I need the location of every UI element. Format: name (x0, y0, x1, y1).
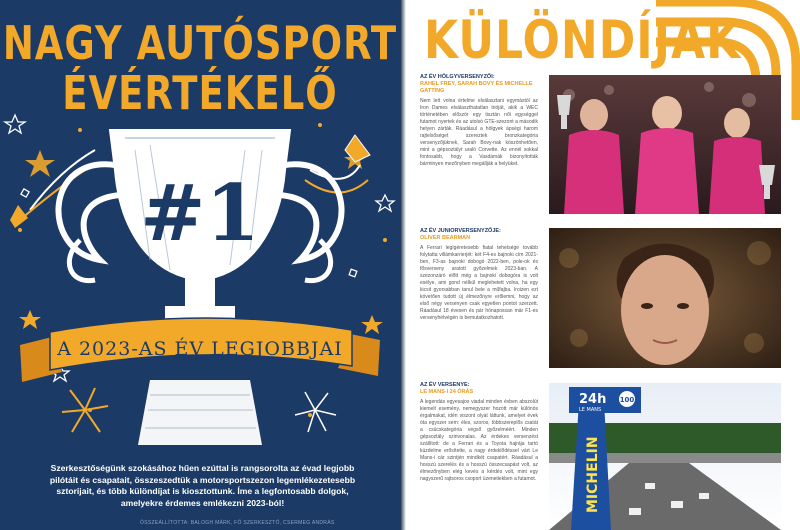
section-title: KÜLÖNDÍJAK (424, 10, 742, 72)
michelin-banner: MICHELIN (585, 436, 601, 513)
award-kicker: AZ ÉV JUNIORVERSENYZŐJE: (420, 228, 501, 234)
award-body: A Ferrari legígéretesebb fiatal tehetsége tovább folytatta villámkarrierjét: két F4-es bajnoki cím 2021-ben, F3-as bajnoki dobogó 2022-ben, pole-ok és fősverseny aratott győzelmek 2023-ban. A szezonzáró előtt még a bajnoki dobogóra is volt esélye, ami gond nélkül meglehetett volna, ha egy kicsit gyorsabban tanul bele a műfajba. Iroizen ezt követően tudott új élmezőnyre erőlemni, hogy az első négy versenyen csak egyetlen pontot szerzett. Ráadásul 18 évesen és pár hónapossan már F1-es versenyhétvégén is bemutatkozhatott. (420, 245, 538, 321)
banner-ribbon (20, 318, 380, 382)
intro-paragraph: Szerkesztőségünk szokásához hűen ezúttal is rangsorolta az évad legjobb pilótáit és csapatait, összeszedtük a motorsportszezon legemlékezetesebb sztorijait, és több különdíjat is kiosztottunk. Íme a legfontosabb dolgok, amelyekre érdemes emlékezni 2023-ból! (49, 463, 356, 508)
centenary-badge: 100 (619, 396, 635, 404)
award-section-race (420, 382, 538, 483)
firework-right-icon (295, 392, 336, 432)
le-mans-sign-sub: LE MANS (579, 407, 602, 413)
trophy-handle-left (58, 164, 120, 260)
trophy-base (138, 380, 262, 445)
award-section-junior (420, 228, 538, 322)
le-mans-sign: 24h (579, 392, 607, 407)
trophy-illustration (0, 110, 400, 450)
award-body: A legendás egyesajos viadal minden évben abszolút kiemelt esemény, nemegyszer hozott már különös érgalmakat, idén viszont olyat láttunk, amelyet évek óta egyszer sem: éles, szoros, többszereplős csatát a csúcskategória végső győzelméért. Minden gépsoztály szinvonalas. Az érdekes versenzést szállított: de a Ferrari és a Toyota hajrája tartó küzdelme erősítette, a nagy érdeklődéssel várt Le Mans-i cár szintjén mindkét csapatért. Ráadásul a hosszú szerelés és a hosszú összecsapást volt, az élmezőnyben elég kevés a kérdés volt, mint egy nagyszerű rajtsoros csoport üzenetiekben a futamot. (420, 399, 538, 482)
award-body: Nem lett volna értelme elválasztani egymástól az Iron Dames elválaszthatatlan trióját, akik a WEC történetében először egy tisztán női egységgel futamot nyertek és az utolsó GTE-szezont a második helyen zárták. Ráadásul a hölgyek ápségi harom rajtelsőséget szereztek bronzkategória versenyzőjüknek, Sarah Bovy-nak köszönhetően, mint a gépsoztályt uraló Corvette. Az ennél sokkal fontosabb, hogy a Vasdámák bizonyították bárminyen mezőnyben megállják a helyüket. (420, 98, 538, 167)
page-title-line-1: NAGY AUTÓSPORT (2, 16, 398, 71)
credits-line: ÖSSZEÁLLÍTOTTA: BALOGH MÁRK, FŐ SZERKESZTŐ, CSERMEG ANDRÁS (140, 520, 335, 526)
award-names: RAHEL FREY, SARAH BOVY ÉS MICHELLE GATTING (420, 81, 533, 94)
trophy-label: #1 (140, 168, 260, 259)
trophy-handle-right (280, 164, 342, 260)
page-title-line-2: ÉVÉRTÉKELŐ (62, 66, 338, 121)
photo-iron-dames-podium (549, 75, 781, 214)
photo-le-mans-race (549, 383, 781, 530)
awards-page (406, 0, 800, 530)
award-kicker: AZ ÉV VERSENYE: (420, 382, 470, 388)
award-names: OLIVER BEARMAN (420, 235, 471, 241)
award-section-women (420, 74, 538, 168)
award-names: LE MANS-I 24 ÓRÁS (420, 389, 474, 395)
banner-text: A 2023-AS ÉV LEGJOBBJAI (57, 338, 343, 360)
firework-left-icon (62, 388, 108, 432)
award-kicker: AZ ÉV HÖLGYVERSENYZŐI: (420, 74, 495, 80)
photo-oliver-bearman (549, 228, 781, 368)
